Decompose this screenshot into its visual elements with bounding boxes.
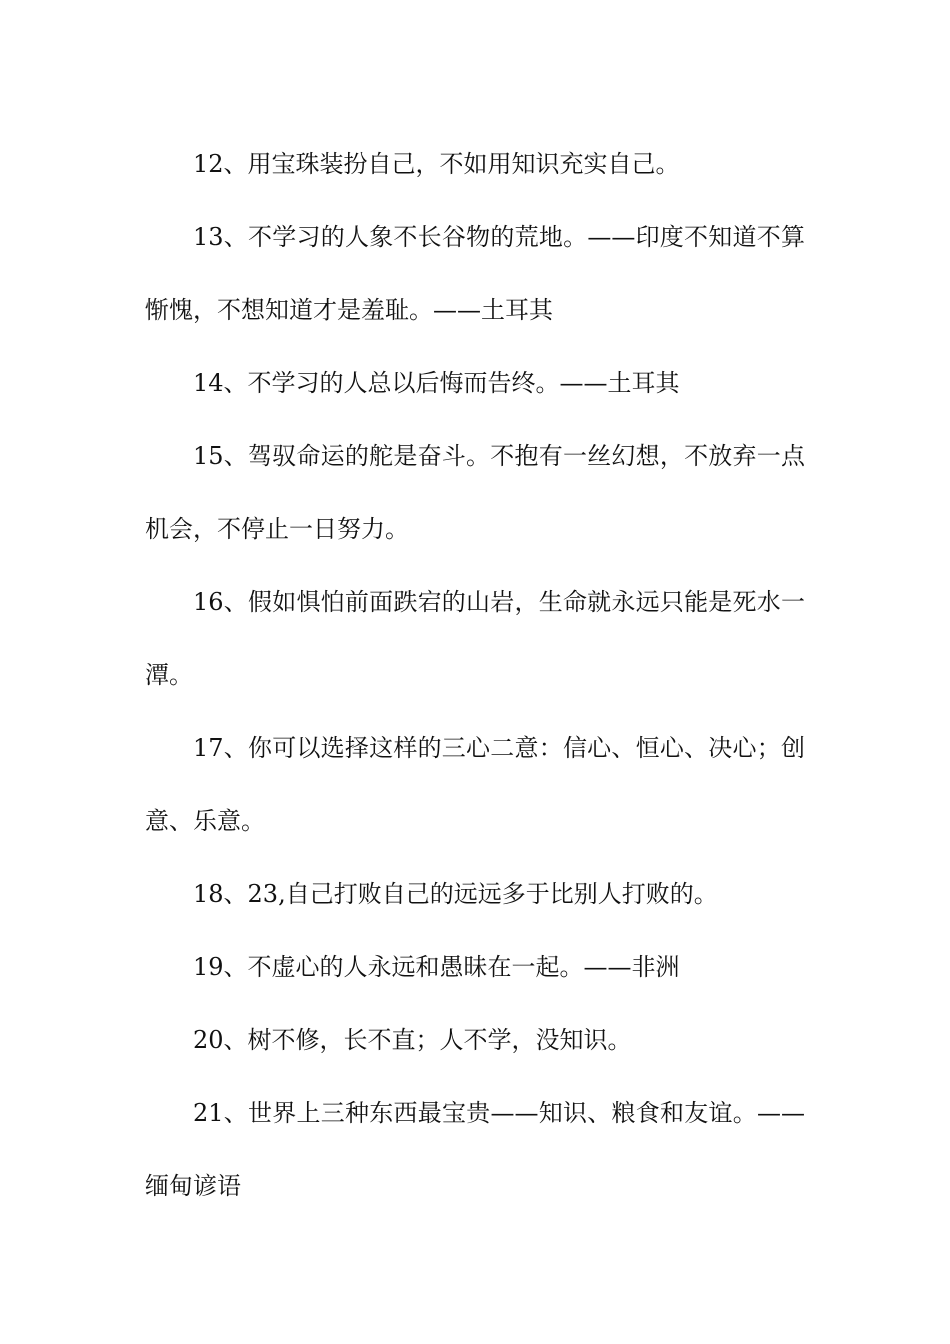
proverb-paragraph-12: 12、用宝珠装扮自己，不如用知识充实自己。 [193,150,680,178]
proverb-paragraph-20: 20、树不修，长不直；人不学，没知识。 [193,1026,632,1054]
proverb-paragraph-16: 16、假如惧怕前面跌宕的山岩，生命就永远只能是死水一潭。 [145,588,805,689]
proverb-paragraph-19: 19、不虚心的人永远和愚昧在一起。——非洲 [193,953,680,981]
document-body [145,128,805,1223]
proverb-paragraph-15: 15、驾驭命运的舵是奋斗。不抱有一丝幻想，不放弃一点机会，不停止一日努力。 [145,442,805,543]
proverb-paragraph-17: 17、你可以选择这样的三心二意：信心、恒心、决心；创意、乐意。 [145,734,805,835]
proverb-paragraph-18: 18、23,自己打败自己的远远多于比别人打败的。 [193,880,718,908]
proverb-paragraph-13: 13、不学习的人象不长谷物的荒地。——印度不知道不算惭愧，不想知道才是羞耻。——土耳其 [145,223,805,324]
proverb-paragraph-14: 14、不学习的人总以后悔而告终。——土耳其 [193,369,680,397]
proverb-paragraph-21: 21、世界上三种东西最宝贵——知识、粮食和友谊。——缅甸谚语 [145,1099,805,1200]
